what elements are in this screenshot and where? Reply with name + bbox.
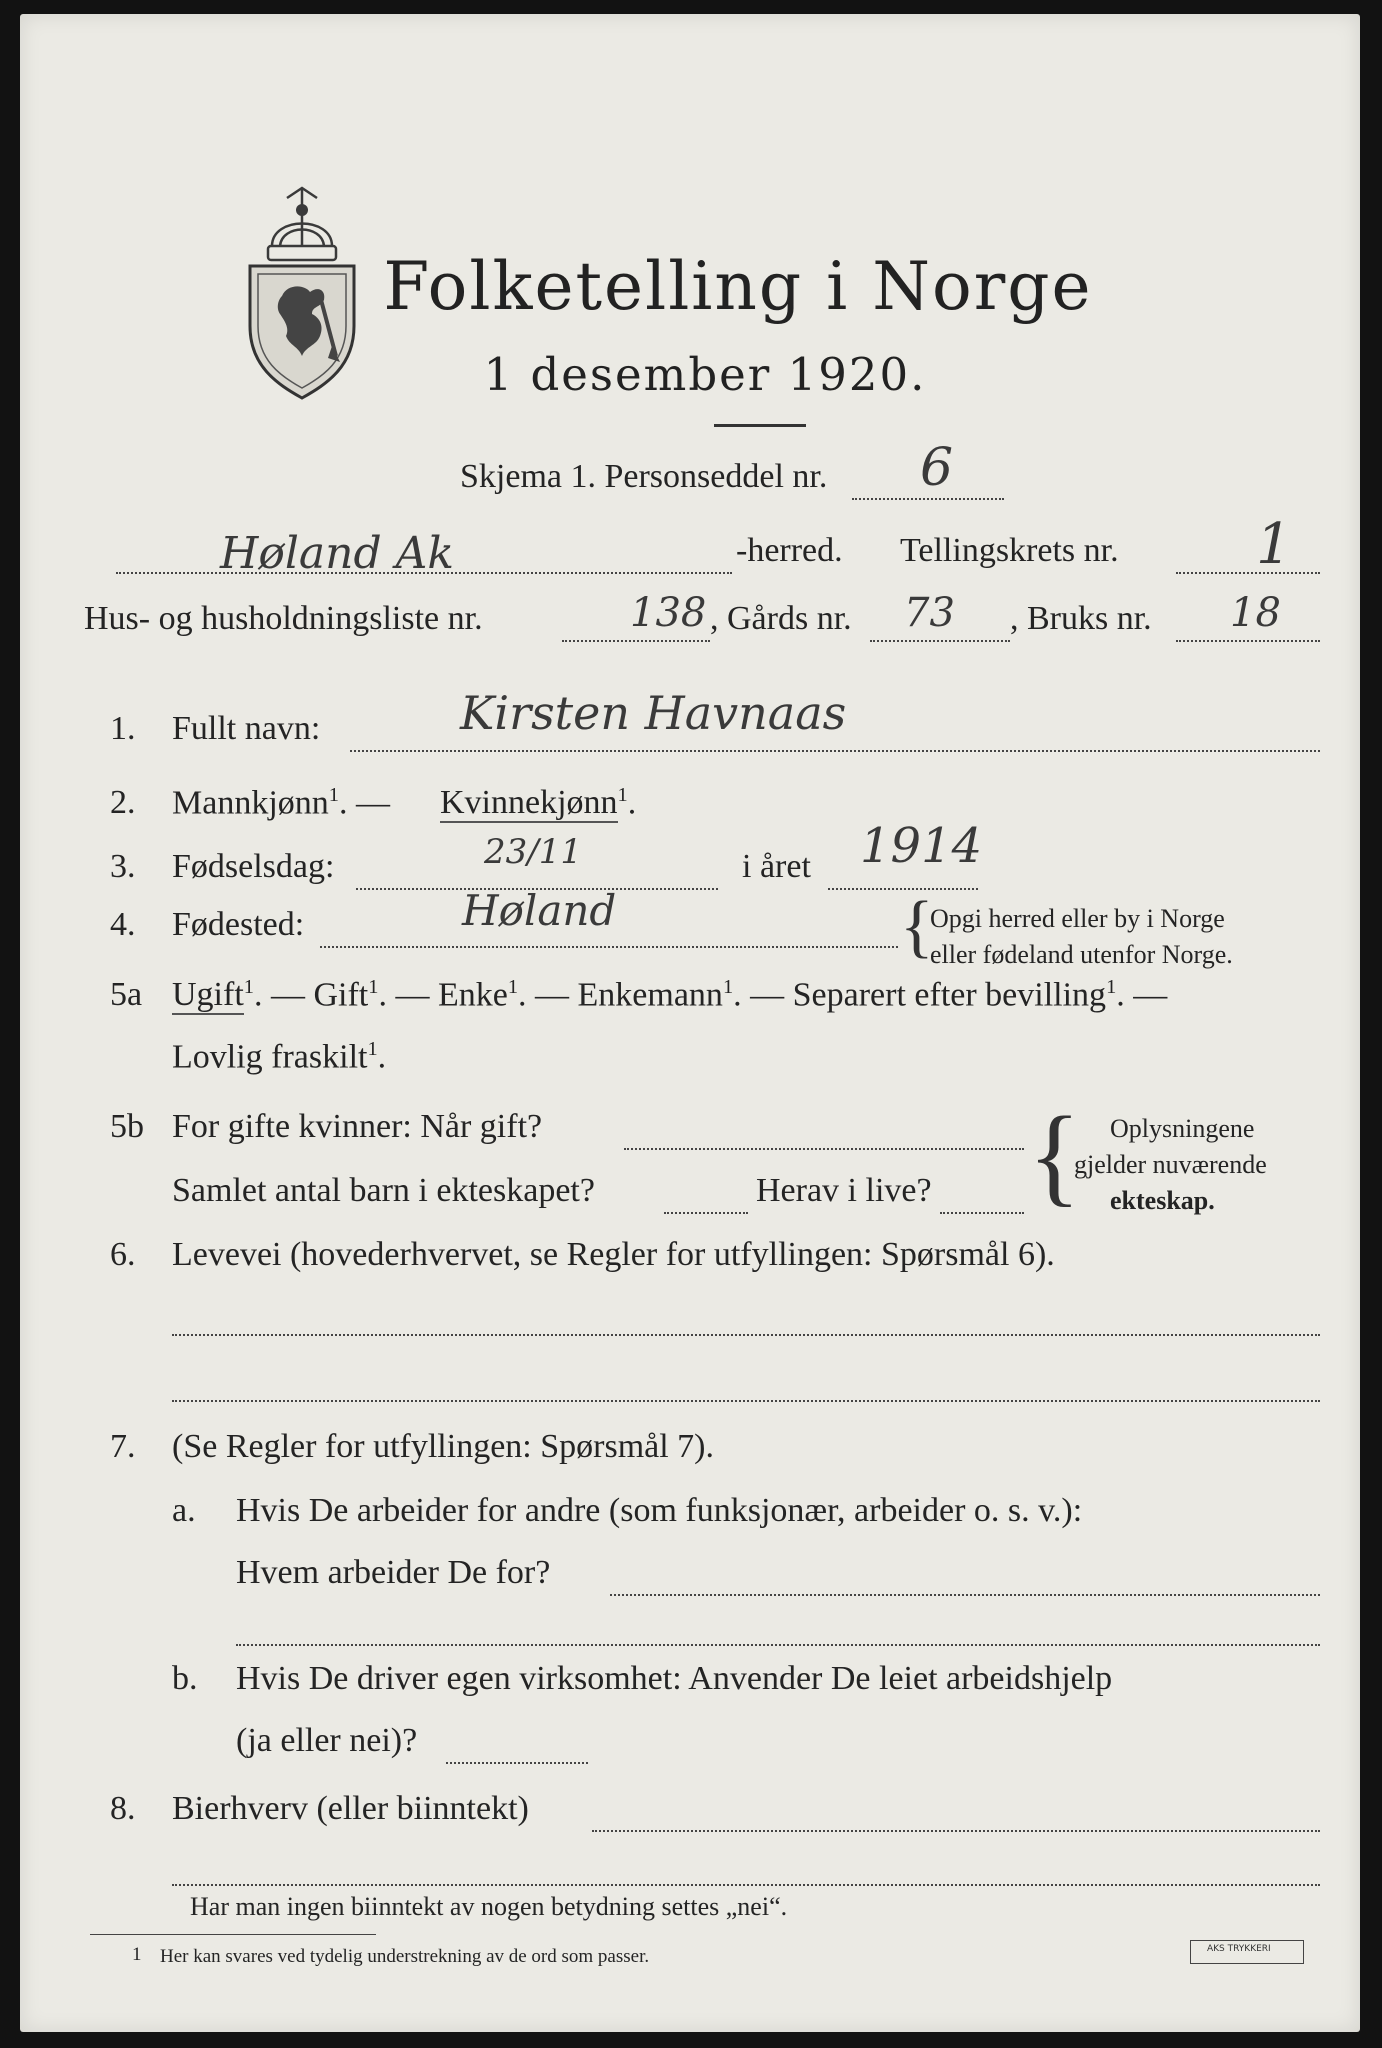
skjema-label: Skjema 1. Personseddel nr. xyxy=(460,458,828,495)
q5b-number: 5b xyxy=(110,1108,144,1145)
q1-label: Fullt navn: xyxy=(172,710,321,747)
q5b-note-line2: gjelder nuværende xyxy=(1074,1150,1267,1179)
q5b-line3 xyxy=(940,1212,1024,1214)
q7a-line2 xyxy=(236,1644,1320,1646)
printer-stamp xyxy=(1190,1940,1304,1964)
q7b-letter: b. xyxy=(172,1660,198,1697)
q1-value: Kirsten Havnaas xyxy=(460,686,847,740)
q4-note-brace: { xyxy=(900,888,934,965)
q8-note: Har man ingen biinntekt av nogen betydning settes „nei“. xyxy=(190,1892,788,1921)
printer-stamp-text: AKS TRYKKERI xyxy=(1207,1944,1271,1954)
q5a-number: 5a xyxy=(110,976,143,1013)
q5a-enke: Enke xyxy=(437,976,508,1014)
footnote-mark: 1 xyxy=(132,1944,142,1965)
q4-note-line2: eller fødeland utenfor Norge. xyxy=(930,940,1233,969)
husholdningsliste-label: Hus- og husholdningsliste nr. xyxy=(84,600,483,637)
form-title: Folketelling i Norge xyxy=(383,248,1093,325)
q4-value: Høland xyxy=(462,886,617,935)
herred-value: Høland Ak xyxy=(220,528,455,579)
q8-line1 xyxy=(592,1830,1320,1832)
title-divider xyxy=(714,424,806,427)
q3-label: Fødselsdag: xyxy=(172,848,335,885)
q6-number: 6. xyxy=(110,1236,136,1273)
bruks-value: 18 xyxy=(1230,590,1281,636)
q8-line2 xyxy=(172,1884,1320,1886)
q5a-ugift: Ugift xyxy=(172,976,244,1014)
q7a-label: Hvis De arbeider for andre (som funksjonær, arbeider o. s. v.): xyxy=(236,1492,1083,1529)
census-form-sheet xyxy=(20,14,1360,2032)
footnote-divider xyxy=(90,1934,376,1935)
q7b-label2: (ja eller nei)? xyxy=(236,1722,418,1759)
q7a-letter: a. xyxy=(172,1492,196,1529)
q5a-fraskilt: Lovlig fraskilt$^1$. xyxy=(172,1038,387,1076)
q6-line1 xyxy=(172,1334,1320,1336)
q7-label: (Se Regler for utfyllingen: Spørsmål 7). xyxy=(172,1428,715,1465)
q6-label: Levevei (hovederhvervet, se Regler for utfyllingen: Spørsmål 6). xyxy=(172,1236,1055,1273)
husholdningsliste-line xyxy=(562,640,710,642)
q5b-label1: For gifte kvinner: Når gift? xyxy=(172,1108,543,1145)
q2-kvinnekjonn: Kvinnekjønn$^1$. xyxy=(440,784,637,822)
q5b-note-line1: Oplysningene xyxy=(1110,1114,1255,1143)
q2-mannkjonn: Mannkjønn$^1$. — xyxy=(172,784,390,822)
bruks-line xyxy=(1176,640,1320,642)
q7a-label2: Hvem arbeider De for? xyxy=(236,1554,551,1591)
herred-label: -herred. xyxy=(736,532,843,569)
q5a-options: Ugift$^1$. — Gift$^1$. — Enke$^1$. — Enkemann$^1$. — Separert efter bevilling$^1$. — xyxy=(172,976,1168,1014)
q8-label: Bierhverv (eller biinntekt) xyxy=(172,1790,529,1827)
q1-number: 1. xyxy=(110,710,136,747)
herred-line xyxy=(116,572,732,574)
gards-label: , Gårds nr. xyxy=(710,600,852,637)
q8-number: 8. xyxy=(110,1790,136,1827)
q3-number: 3. xyxy=(110,848,136,885)
q5a-gift: Gift xyxy=(313,976,369,1014)
tellingskrets-value: 1 xyxy=(1256,512,1292,577)
q5b-line1 xyxy=(624,1148,1024,1150)
gards-line xyxy=(870,640,1010,642)
q5b-line2 xyxy=(664,1212,748,1214)
q4-line xyxy=(320,946,898,948)
q7b-label: Hvis De driver egen virksomhet: Anvender De leiet arbeidshjelp xyxy=(236,1660,1113,1697)
q4-label: Fødested: xyxy=(172,906,305,943)
q3-aret-label: i året xyxy=(742,848,811,885)
q4-number: 4. xyxy=(110,906,136,943)
bruks-label: , Bruks nr. xyxy=(1010,600,1152,637)
q5a-enkemann: Enkemann xyxy=(577,976,723,1014)
personseddel-line xyxy=(852,498,1004,500)
husholdningsliste-value: 138 xyxy=(630,590,707,636)
q4-note-line1: Opgi herred eller by i Norge xyxy=(930,904,1225,933)
personseddel-value: 6 xyxy=(920,438,954,498)
q5b-label2: Samlet antal barn i ekteskapet? xyxy=(172,1172,595,1209)
q7-number: 7. xyxy=(110,1428,136,1465)
q5b-note-line3: ekteskap. xyxy=(1110,1186,1215,1215)
q3-value: 23/11 xyxy=(484,832,582,872)
q1-line xyxy=(350,750,1320,752)
q5b-label3: Herav i live? xyxy=(756,1172,932,1209)
census-date: 1 desember 1920. xyxy=(483,348,927,401)
gards-value: 73 xyxy=(904,590,955,636)
tellingskrets-line xyxy=(1176,572,1320,574)
q5a-separert: Separert efter bevilling xyxy=(792,976,1107,1014)
footnote-text: Her kan svares ved tydelig understrekning av de ord som passer. xyxy=(160,1946,650,1967)
q5b-note-brace: { xyxy=(1028,1094,1081,1216)
q2-number: 2. xyxy=(110,784,136,821)
tellingskrets-label: Tellingskrets nr. xyxy=(900,532,1119,569)
q7a-line1 xyxy=(610,1594,1320,1596)
q6-line2 xyxy=(172,1400,1320,1402)
q7b-line xyxy=(446,1762,588,1764)
q3-aret-value: 1914 xyxy=(860,818,983,874)
